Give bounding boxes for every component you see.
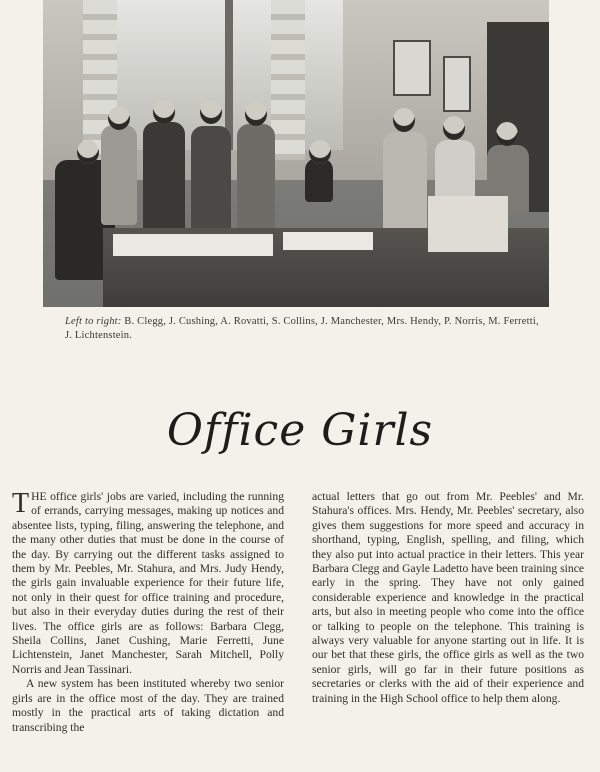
article-paragraph: A new system has been instituted whereby two senior girls are in the office most of the day. They are trained mostly in the practical arts of taking dictation and transcribing the — [12, 677, 284, 734]
photo-papers — [113, 234, 273, 256]
photo-stacked-paper — [428, 196, 508, 252]
article-title: Office Girls — [166, 405, 434, 456]
article-paragraph: HE office girls' jobs are varied, including the running of errands, carrying messages, making up notices and absentee lists, typing, filing, answering the telephone, and the many other duties that must be done in the course of the day. By carrying out the different tasks assigned to them by Mr. Peebles, Mr. Stahura, and Mrs. Judy Hendy, the girls gain invaluable experience for their future life, not only in their quest for office training and procedure, but also in their everyday duties during the rest of their lives. The office girls are as follows: Barbara Clegg, Sheila Collins, Janet Cushing, Marie Ferretti, June Lichtenstein, Janet Manchester, Sarah Mitchell, Polly Norris and Jean Tassinari. — [12, 490, 284, 676]
photo-papers — [283, 232, 373, 250]
article-column-right — [312, 490, 584, 706]
caption-lead: Left to right: — [65, 316, 122, 327]
photo-head — [393, 108, 415, 132]
photo-person — [191, 126, 231, 232]
photo-head — [200, 100, 222, 124]
caption-names: B. Clegg, J. Cushing, A. Rovatti, S. Collins, J. Manchester, Mrs. Hendy, P. Norris, M. Ferretti, J. Lichtenstein. — [65, 316, 539, 341]
article-paragraph: actual letters that go out from Mr. Peebles' and Mr. Stahura's offices. Mrs. Hendy, Mr. Peebles' secretary, also gives them suggestions for more speed and accuracy in shorthand, typing, English, spelling, and filing, which they also put into actual practice in their letters. This year Barbara Clegg and Gayle Ladetto have been training since early in the spring. They have not only gained considerable experience and knowledge in the practical arts, but also in meeting people who come into the office or talking to people on the telephone. This training is always very valuable for anyone starting out in life. It is our bet that these girls, the office girls as well as the two senior girls, will go far in their future positions as secretaries or clerks with the aid of their experience and training in the High School office to help them along. — [312, 490, 584, 705]
photo-curtain-right — [271, 0, 305, 160]
photo-person — [237, 124, 275, 232]
photo-person — [143, 122, 185, 232]
photo-head — [77, 140, 99, 164]
article-column-left — [12, 490, 284, 735]
photo-head — [309, 140, 331, 164]
photo-wall-poster — [443, 56, 471, 112]
photo-head — [245, 102, 267, 126]
photo-person — [383, 132, 427, 232]
photo-head — [108, 106, 130, 130]
photo-head — [443, 116, 465, 140]
photo-caption — [65, 315, 545, 343]
group-photo — [43, 0, 549, 307]
drop-cap: T — [12, 488, 30, 519]
photo-head — [153, 100, 175, 124]
photo-wall-picture — [393, 40, 431, 96]
photo-person — [305, 158, 333, 202]
photo-head — [496, 122, 518, 146]
photo-person — [101, 125, 137, 225]
